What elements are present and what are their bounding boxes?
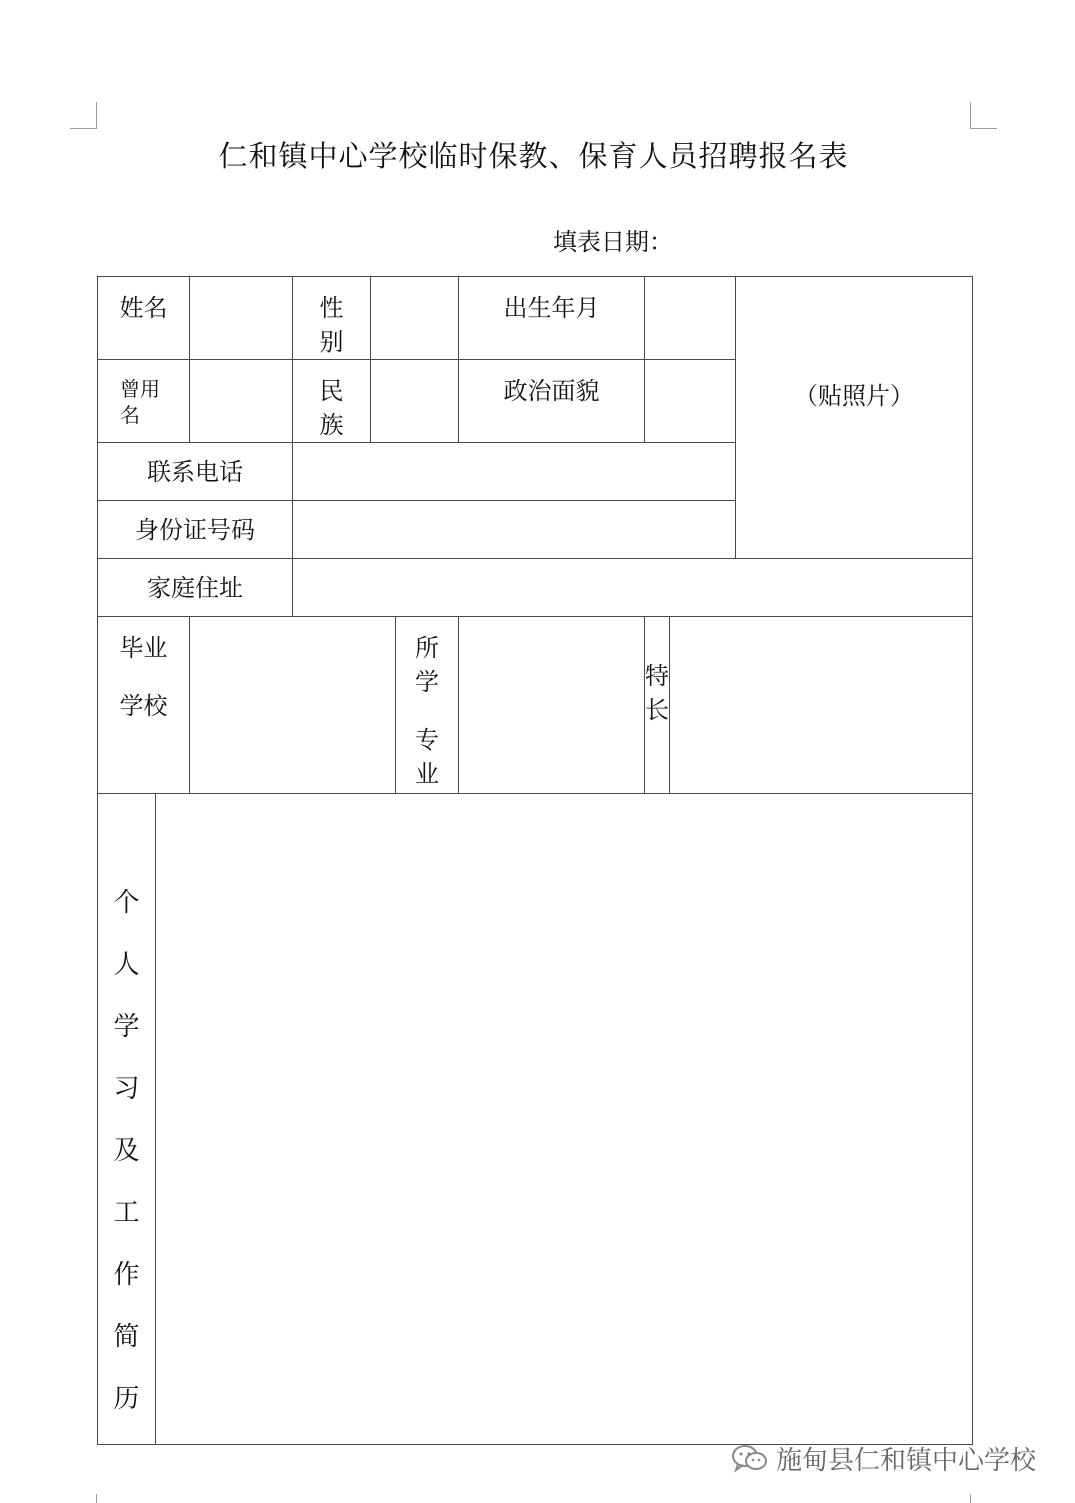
resume-label-char: 历	[113, 1384, 140, 1414]
resume-label-char: 人	[113, 950, 140, 980]
former-name-label: 曾用 名	[98, 360, 190, 443]
school-label: 毕业 学校	[98, 617, 190, 794]
gender-label: 性 别	[293, 277, 371, 360]
resume-label-char: 及	[113, 1136, 140, 1166]
major-field[interactable]	[459, 617, 645, 794]
political-status-label: 政治面貌	[459, 360, 645, 443]
resume-label-char: 习	[113, 1074, 140, 1104]
watermark	[730, 1440, 1036, 1476]
resume-label-char: 工	[113, 1198, 140, 1228]
registration-form-table	[97, 276, 973, 1445]
resume-label-char: 作	[113, 1260, 140, 1290]
school-field[interactable]	[190, 617, 396, 794]
photo-label: （贴照片）	[794, 381, 915, 410]
resume-label	[98, 794, 156, 1445]
major-label: 所 学 专 业	[396, 617, 459, 794]
page-corner-mark-bottom-right	[970, 1494, 997, 1503]
phone-field[interactable]	[293, 443, 736, 501]
specialty-label: 特 长	[645, 617, 670, 794]
photo-box[interactable]	[736, 277, 973, 559]
resume-label-char: 学	[113, 1012, 140, 1042]
resume-field[interactable]	[156, 794, 973, 1445]
row-education	[98, 617, 973, 794]
gender-field[interactable]	[371, 277, 459, 360]
name-label: 姓名	[98, 277, 190, 360]
phone-label: 联系电话	[98, 443, 293, 501]
address-field[interactable]	[293, 559, 973, 617]
birth-date-field[interactable]	[645, 277, 736, 360]
political-status-field[interactable]	[645, 360, 736, 443]
wechat-icon	[730, 1443, 768, 1473]
id-number-label: 身份证号码	[98, 501, 293, 559]
watermark-text: 施甸县仁和镇中心学校	[776, 1445, 1037, 1476]
resume-label-char: 简	[113, 1322, 140, 1352]
fill-date-label: 填表日期：	[553, 228, 673, 256]
row-resume	[98, 794, 973, 1445]
ethnicity-label: 民 族	[293, 360, 371, 443]
name-field[interactable]	[190, 277, 293, 360]
row-address	[98, 559, 973, 617]
form-title: 仁和镇中心学校临时保教、保育人员招聘报名表	[218, 139, 849, 173]
resume-label-char: 个	[113, 888, 140, 918]
page-corner-mark-top-right	[970, 102, 997, 129]
former-name-field[interactable]	[190, 360, 293, 443]
address-label: 家庭住址	[98, 559, 293, 617]
id-number-field[interactable]	[293, 501, 736, 559]
row-basic-info-1	[98, 277, 973, 360]
ethnicity-field[interactable]	[371, 360, 459, 443]
page-corner-mark-bottom-left	[70, 1494, 97, 1503]
specialty-field[interactable]	[670, 617, 973, 794]
birth-date-label: 出生年月	[459, 277, 645, 360]
page-corner-mark-top-left	[70, 102, 97, 129]
